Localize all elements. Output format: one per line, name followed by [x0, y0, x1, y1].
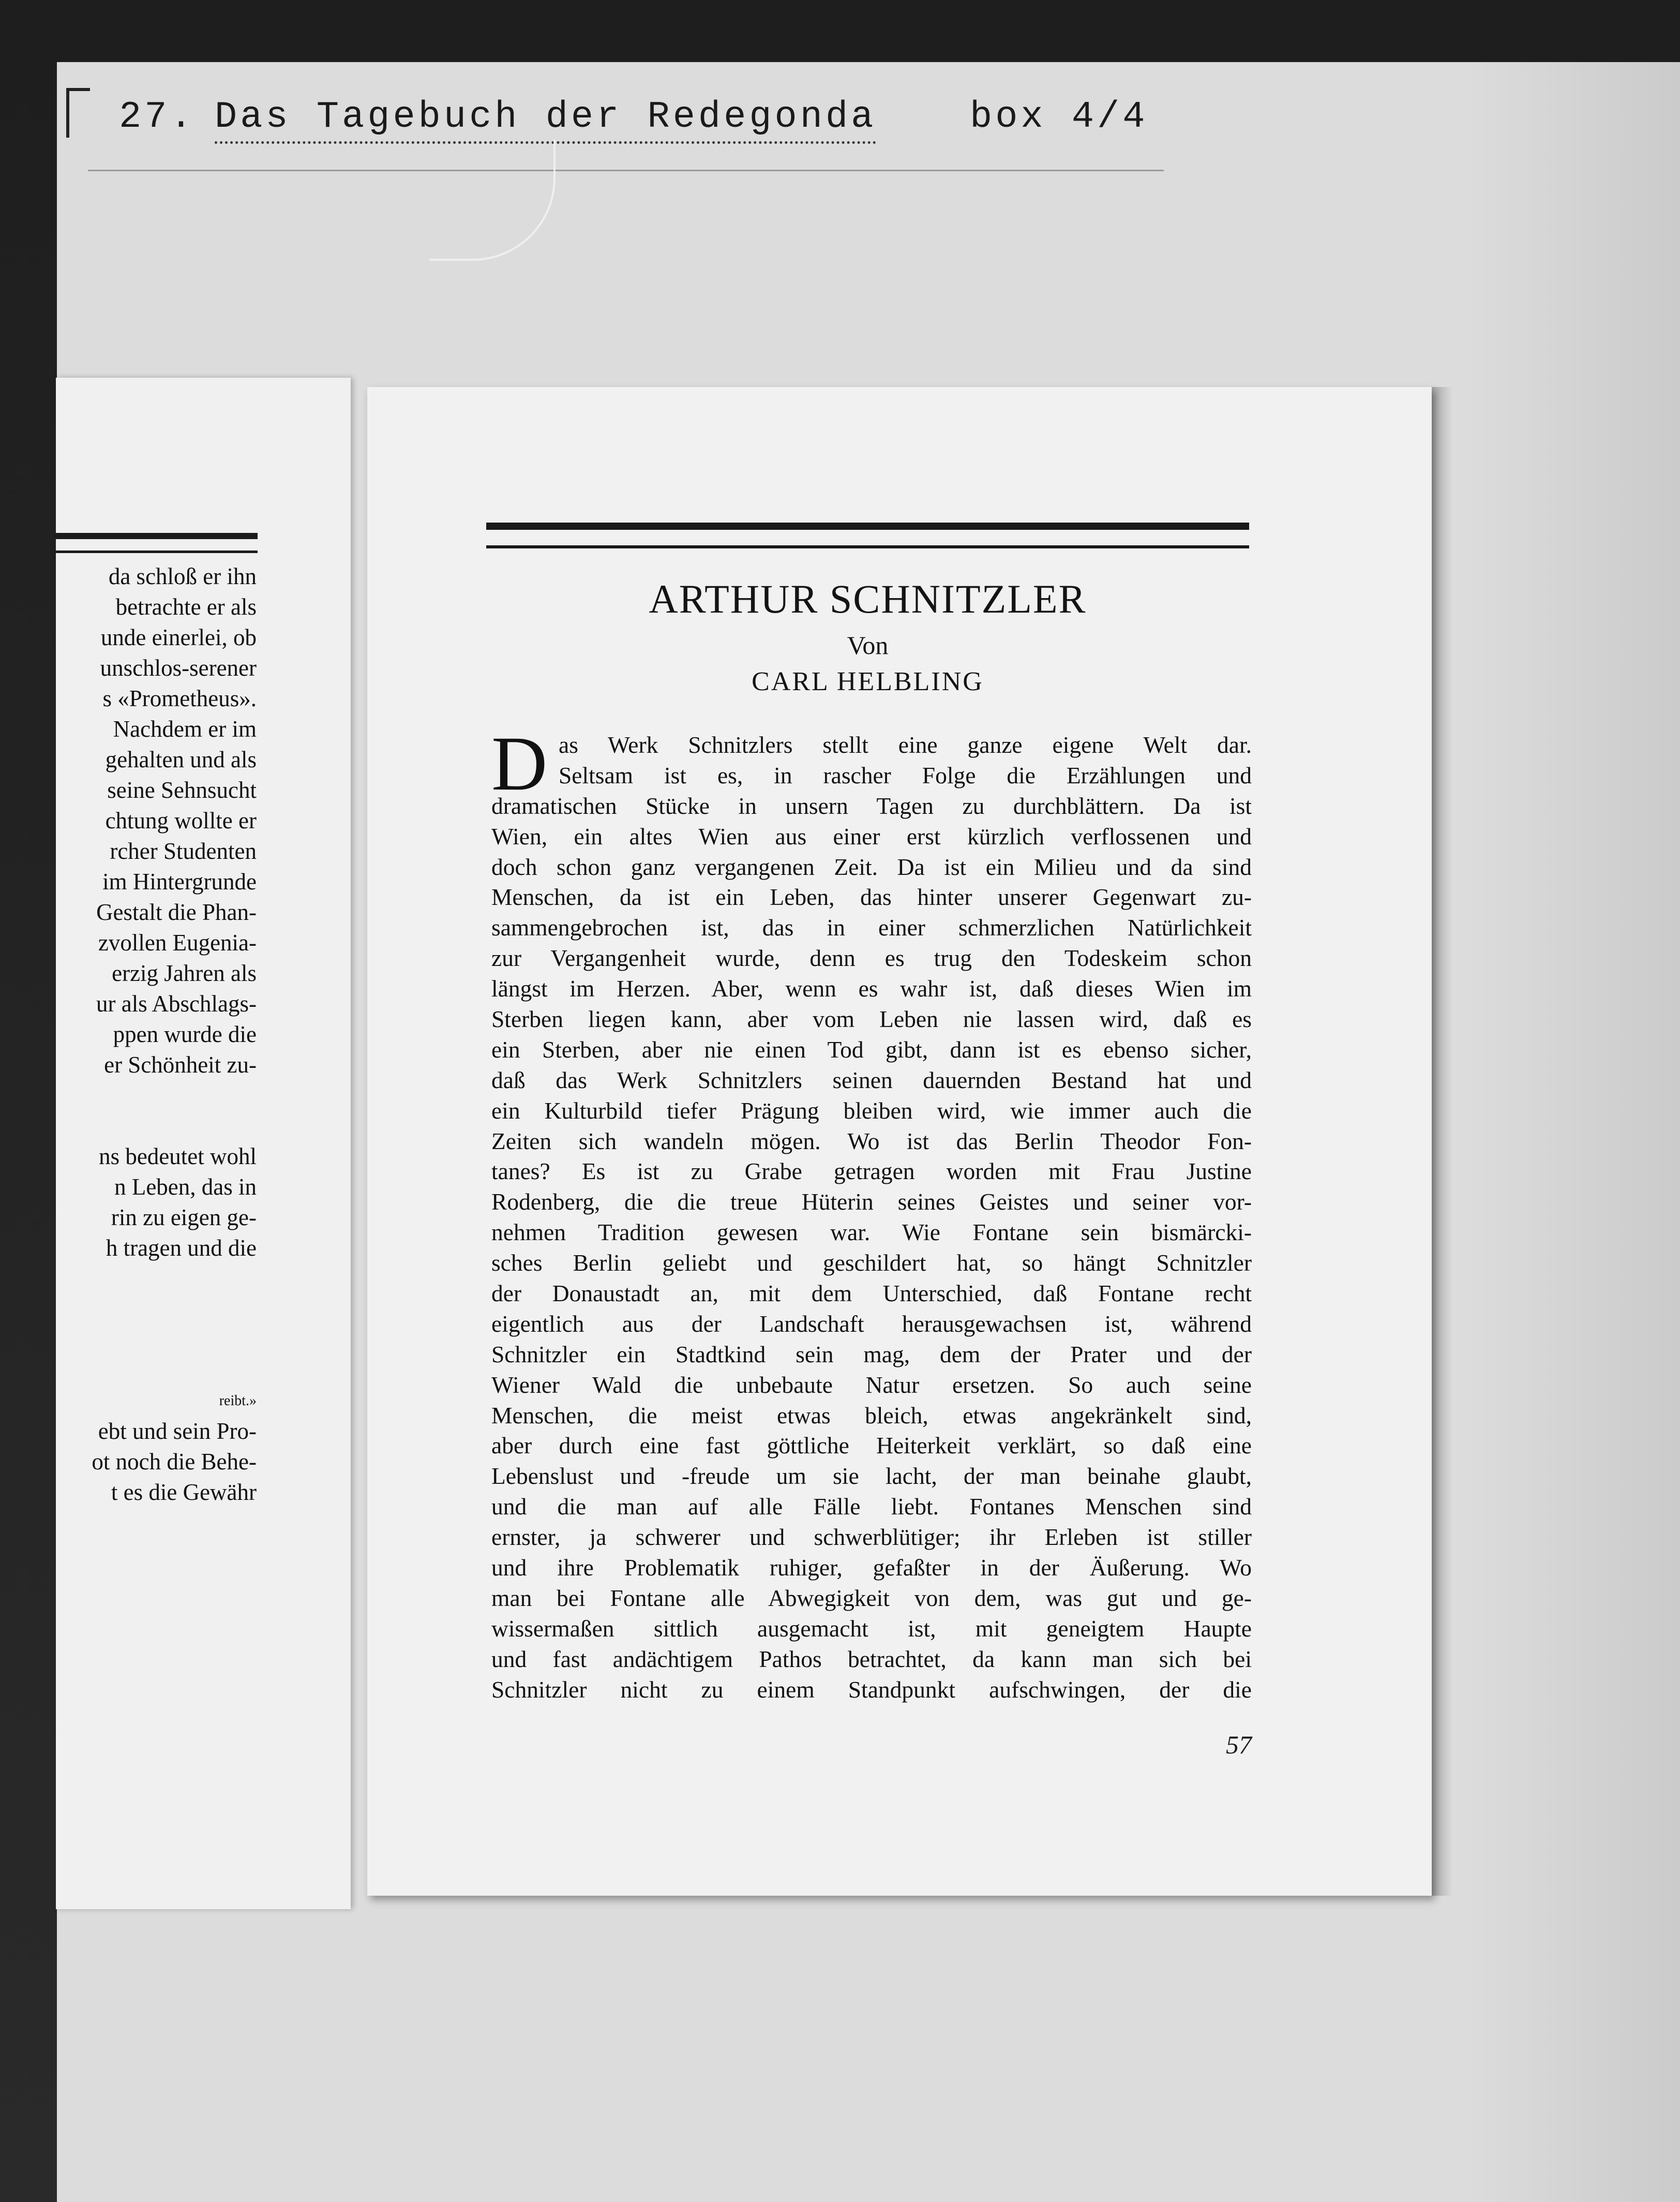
body-line: Schnitzler ein Stadtkind sein mag, dem der Prater und der	[491, 1341, 1252, 1367]
body-line: dramatischen Stücke in unsern Tagen zu durchblättern. Da ist	[491, 792, 1252, 819]
article-body	[491, 721, 1252, 1705]
left-line: gehalten und als	[105, 747, 257, 772]
left-line: ns bedeutet wohl	[99, 1143, 257, 1169]
body-line: Seltsam ist es, in rascher Folge die Erzählungen und	[559, 762, 1252, 788]
left-line: Gestalt die Phan-	[96, 899, 257, 925]
body-line: nehmen Tradition gewesen war. Wie Fontane sein bismärcki-	[491, 1219, 1252, 1246]
left-line: seine Sehnsucht	[107, 777, 257, 803]
body-line: sammengebrochen ist, das in einer schmerzlichen Natürlichkeit	[491, 914, 1252, 941]
body-line: Menschen, die meist etwas bleich, etwas angekränkelt sind,	[491, 1402, 1252, 1429]
left-line: h tragen und die	[106, 1235, 257, 1261]
label-rule	[88, 170, 1164, 171]
left-clipping	[56, 378, 351, 1909]
archive-box: box 4/4	[970, 96, 1148, 138]
body-line: sches Berlin geliebt und geschildert hat, so hängt Schnitzler	[491, 1249, 1252, 1276]
body-line: eigentlich aus der Landschaft herausgewachsen ist, während	[491, 1310, 1252, 1337]
body-line: zur Vergangenheit wurde, denn es trug den Todeskeim schon	[491, 945, 1252, 972]
left-line: unde einerlei, ob	[100, 624, 257, 650]
body-line: doch schon ganz vergangenen Zeit. Da ist ein Milieu und da sind	[491, 853, 1252, 880]
body-line: Zeiten sich wandeln mögen. Wo ist das Berlin Theodor Fon-	[491, 1127, 1252, 1154]
left-line: t es die Gewähr	[111, 1479, 257, 1505]
body-line: der Donaustadt an, mit dem Unterschied, daß Fontane recht	[491, 1280, 1252, 1307]
left-line: rcher Studenten	[110, 838, 257, 864]
body-line: ernster, ja schwerer und schwerblütiger; ihr Erleben ist stiller	[491, 1524, 1252, 1551]
left-line: zvollen Eugenia-	[98, 930, 257, 956]
body-line: tanes? Es ist zu Grabe getragen worden mit Frau Justine	[491, 1158, 1252, 1185]
left-line: ot noch die Behe-	[92, 1449, 257, 1475]
byline-author: CARL HELBLING	[752, 667, 984, 696]
left-footnote: reibt.»	[219, 1393, 257, 1409]
body-line: man bei Fontane alle Abwegigkeit von dem, was gut und ge-	[491, 1584, 1252, 1611]
article-title: ARTHUR SCHNITZLER	[649, 576, 1087, 621]
body-line: Wien, ein altes Wien aus einer erst kürzlich verflossenen und	[491, 823, 1252, 850]
body-line: ein Kulturbild tiefer Prägung bleiben wird, wie immer auch die	[491, 1097, 1252, 1124]
body-line: und die man auf alle Fälle liebt. Fontanes Menschen sind	[491, 1493, 1252, 1520]
left-line: unschlos-serener	[100, 655, 257, 681]
page-number: 57	[1226, 1730, 1252, 1759]
body-line: wissermaßen sittlich ausgemacht ist, mit geneigtem Haupte	[491, 1615, 1252, 1642]
body-line: und fast andächtigem Pathos betrachtet, da kann man sich bei	[491, 1645, 1252, 1672]
corner-mark	[66, 88, 90, 138]
body-line: Schnitzler nicht zu einem Standpunkt aufschwingen, der die	[491, 1676, 1252, 1703]
archive-title: Das Tagebuch der Redegonda	[215, 96, 876, 144]
left-clipping-rule	[56, 533, 258, 553]
left-line: da schloß er ihn	[108, 563, 257, 589]
body-line: aber durch eine fast göttliche Heiterkeit verklärt, so daß eine	[491, 1432, 1252, 1459]
body-line: as Werk Schnitzlers stellt eine ganze eigene Welt dar.	[559, 732, 1252, 758]
left-line: erzig Jahren als	[112, 960, 257, 986]
article-clipping	[367, 387, 1432, 1896]
body-line: Wiener Wald die unbebaute Natur ersetzen. So auch seine	[491, 1371, 1252, 1398]
archive-number: 27.	[119, 96, 196, 138]
body-line: längst im Herzen. Aber, wenn es wahr ist, daß dieses Wien im	[491, 975, 1252, 1002]
left-line: Nachdem er im	[113, 716, 257, 742]
body-line: daß das Werk Schnitzlers seinen dauernden Bestand hat und	[491, 1066, 1252, 1093]
left-line: er Schönheit zu-	[104, 1052, 257, 1078]
body-line: und ihre Problematik ruhiger, gefaßter in der Äußerung. Wo	[491, 1554, 1252, 1581]
drop-cap: D	[491, 721, 548, 807]
left-line: ebt und sein Pro-	[98, 1418, 257, 1444]
left-clipping-text	[56, 561, 257, 1508]
clipping-shadow	[1432, 387, 1452, 1896]
left-line: ppen wurde die	[113, 1021, 257, 1047]
left-line: s «Prometheus».	[102, 686, 257, 711]
byline-von: Von	[847, 631, 889, 660]
body-line: Menschen, da ist ein Leben, das hinter unserer Gegenwart zu-	[491, 884, 1252, 911]
left-line: im Hintergrunde	[102, 869, 257, 895]
left-line: betrachte er als	[115, 594, 257, 620]
left-line: chtung wollte er	[105, 808, 257, 834]
body-line: Sterben liegen kann, aber vom Leben nie lassen wird, daß es	[491, 1006, 1252, 1033]
archive-label	[119, 96, 1184, 153]
left-line: n Leben, das in	[114, 1174, 257, 1200]
left-line: ur als Abschlags-	[96, 991, 257, 1017]
left-line: rin zu eigen ge-	[111, 1204, 257, 1230]
title-rule	[486, 523, 1249, 548]
body-line: Rodenberg, die die treue Hüterin seines Geistes und seiner vor-	[491, 1188, 1252, 1215]
body-line: ein Sterben, aber nie einen Tod gibt, dann ist es ebenso sicher,	[491, 1036, 1252, 1063]
body-line: Lebenslust und -freude um sie lacht, der man beinahe glaubt,	[491, 1463, 1252, 1490]
